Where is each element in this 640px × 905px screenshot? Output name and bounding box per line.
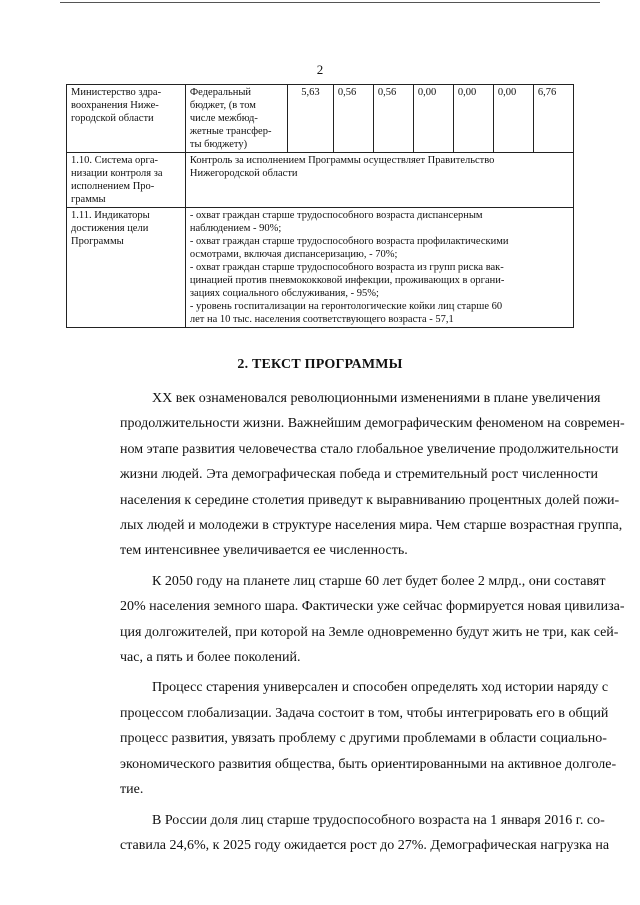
text-line: XX век ознаменовался революционными изменениями в плане увеличения	[152, 391, 601, 406]
text-line: продолжительности жизни. Важнейшим демографическим феноменом на современ-	[120, 416, 625, 432]
cell-line: 1.11. Индикаторы	[71, 210, 150, 221]
cell-line: исполнением Про-	[71, 181, 155, 192]
text-line: ном этапе развития человечества стало глобальное увеличение продолжительности	[120, 441, 619, 457]
text-line: процессом глобализации. Задача состоит в том, чтобы интегрировать его в общий	[120, 705, 609, 721]
cell-line: граммы	[71, 194, 106, 205]
text-line: лых людей и молодежи в структуре населения мира. Чем старше возрастная группа,	[120, 518, 623, 534]
body-text	[88, 386, 625, 863]
paragraph	[88, 569, 625, 671]
value-cell: 0,00	[453, 85, 493, 153]
text-line: К 2050 году на планете лиц старше 60 лет будет более 2 млрд., они составят	[152, 573, 606, 589]
text-line: населения к середине столетия приведут к выравниванию процентных долей пожи-	[120, 492, 620, 508]
text-line: Процесс старения универсален и способен определять ход истории наряду с	[152, 680, 609, 696]
text-line: экономического развития общества, быть ориентированными на активное долголе-	[120, 756, 617, 772]
control-text-cell	[185, 153, 573, 208]
text-line: 20% населения земного шара. Фактически уже сейчас формируется новая цивилиза-	[120, 599, 625, 615]
cell-line: Министерство здра-	[71, 87, 162, 98]
section-title: 2. ТЕКСТ ПРОГРАММЫ	[237, 357, 403, 372]
cell-line: зациях социального обслуживания, - 95%;	[189, 288, 379, 299]
cell-line: низации контроля за	[71, 168, 163, 179]
text-line: В России доля лиц старше трудоспособного возраста на 1 января 2016 г. со-	[152, 812, 605, 828]
cell-line: - уровень госпитализации на геронтологические койки лиц старше 60	[189, 301, 503, 312]
text-line: процесс развития, увязать проблему с другими проблемами в области социально-	[120, 731, 607, 747]
cell-line: бюджет, (в том	[189, 100, 256, 111]
text-line: тие.	[120, 782, 144, 798]
text-line: ставила 24,6%, к 2025 году ожидается рост до 27%. Демографическая нагрузка на	[120, 837, 610, 853]
cell-line: лет на 10 тыс. населения соответствующего возраста - 57,1	[189, 314, 454, 325]
cell-line: достижения цели	[71, 223, 149, 234]
table-row-indicators	[67, 208, 574, 328]
text-line: час, а пять и более поколений.	[120, 650, 301, 666]
value-cell-total-2017: 5,63	[287, 85, 333, 153]
cell-line: 1.10. Система орга-	[71, 155, 158, 166]
cell-line: наблюдением - 90%;	[189, 223, 282, 234]
table-row-control	[67, 153, 574, 208]
cell-line: ты бюджету)	[189, 139, 248, 150]
page-number: 2	[316, 62, 324, 77]
cell-line: цинацией против пневмококковой инфекции, проживающих в органи-	[189, 275, 505, 286]
value-cell-total: 6,76	[533, 85, 573, 153]
cell-line: воохранения Ниже-	[71, 100, 159, 111]
cell-line: числе межбюд-	[189, 113, 258, 124]
cell-line: Программы	[71, 236, 124, 247]
cell-line: осмотрами, включая диспансеризацию, - 70%;	[189, 249, 398, 260]
cell-line: - охват граждан старше трудоспособного возраста из групп риска вак-	[189, 262, 504, 273]
indicators-label-cell	[67, 208, 186, 328]
cell-line: городской области	[71, 113, 154, 124]
value-cell: 0,56	[333, 85, 373, 153]
value-cell: 0,56	[373, 85, 413, 153]
text-line: жизни людей. Эта демографическая победа и стремительный рост численности	[120, 467, 598, 483]
cell-line: Федеральный	[189, 87, 252, 98]
budget-source-cell	[185, 85, 287, 153]
cell-line: - охват граждан старше трудоспособного возраста профилактическими	[189, 236, 509, 247]
indicators-text-cell	[185, 208, 573, 328]
control-label-cell	[67, 153, 186, 208]
program-passport-table	[66, 84, 574, 328]
cell-line: жетные трансфер-	[189, 126, 272, 137]
text-line: тем интенсивнее увеличивается ее численность.	[120, 543, 408, 559]
cell-line: Контроль за исполнением Программы осуществляет Правительство	[189, 155, 495, 166]
cell-line: Нижегородской области	[189, 168, 298, 179]
value-cell: 0,00	[413, 85, 453, 153]
top-rule	[60, 2, 600, 3]
value-cell: 0,00	[493, 85, 533, 153]
text-line: ция долгожителей, при которой на Земле одновременно будут жить не три, как сей-	[120, 624, 619, 640]
paragraph	[88, 808, 610, 859]
cell-line: - охват граждан старше трудоспособного возраста диспансерным	[189, 210, 483, 221]
paragraph	[88, 675, 617, 802]
budget-executor-cell	[67, 85, 186, 153]
table-row-budget	[67, 85, 574, 153]
paragraph	[88, 386, 625, 564]
